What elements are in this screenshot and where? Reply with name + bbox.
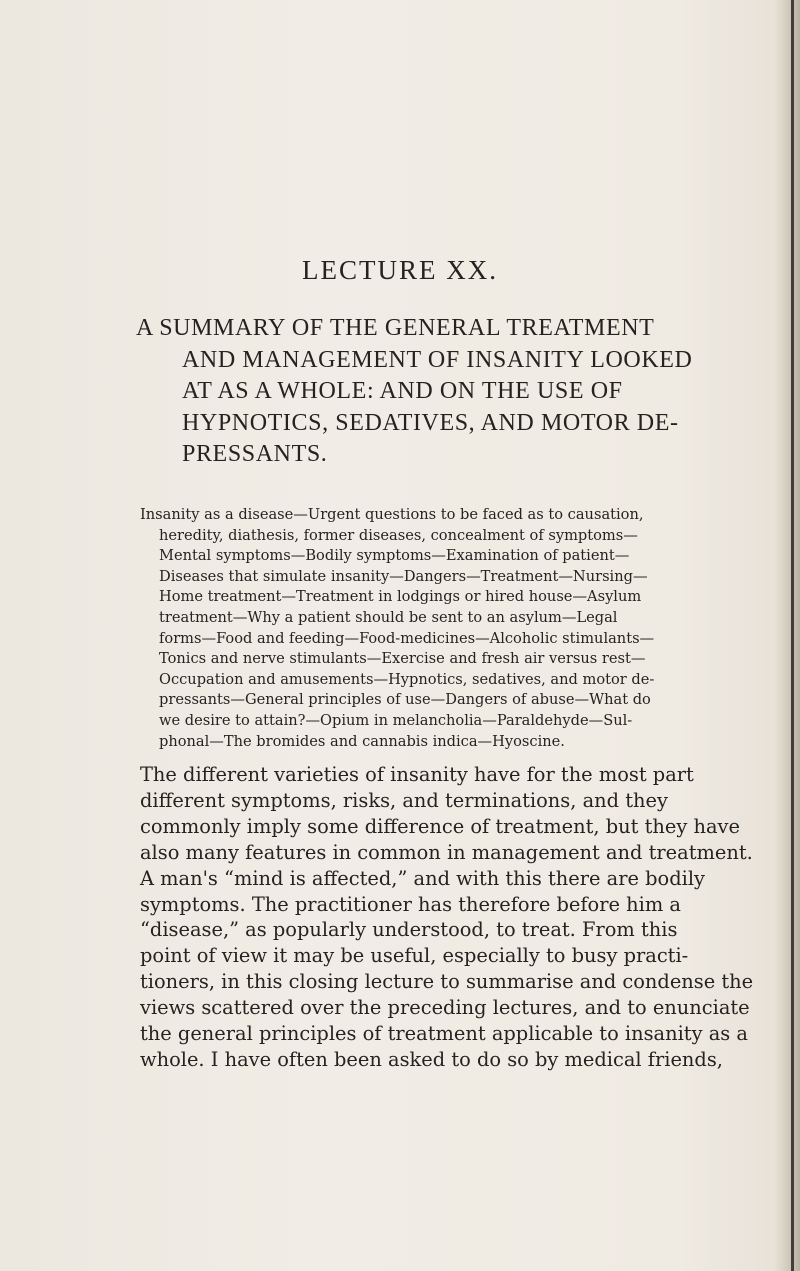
heading-line: A SUMMARY OF THE GENERAL TREATMENT bbox=[136, 315, 655, 341]
body-line: the general principles of treatment applicable to insanity as a bbox=[140, 1022, 748, 1046]
page-edge-line bbox=[791, 0, 794, 1271]
body-line: point of view it may be useful, especially to busy practi- bbox=[140, 944, 689, 968]
synopsis-line: Mental symptoms—Bodily symptoms—Examination of patient— bbox=[159, 547, 630, 565]
synopsis-line: phonal—The bromides and cannabis indica—Hyoscine. bbox=[159, 732, 565, 750]
body-line: “disease,” as popularly understood, to treat. From this bbox=[140, 918, 678, 942]
body-paragraph bbox=[140, 762, 780, 1073]
body-line: whole. I have often been asked to do so by medical friends, bbox=[140, 1047, 723, 1071]
heading-line: AND MANAGEMENT OF INSANITY LOOKED bbox=[182, 346, 693, 373]
synopsis-line: Insanity as a disease—Urgent questions to be faced as to causation, bbox=[140, 506, 644, 523]
heading-line: PRESSANTS. bbox=[182, 441, 328, 467]
body-line: The different varieties of insanity have for the most part bbox=[140, 763, 694, 786]
synopsis-line: Home treatment—Treatment in lodgings or hired house—Asylum bbox=[159, 588, 642, 606]
synopsis-line: Tonics and nerve stimulants—Exercise and fresh air versus rest— bbox=[159, 650, 646, 668]
synopsis-line: Occupation and amusements—Hypnotics, sedatives, and motor de- bbox=[159, 670, 655, 688]
body-line: views scattered over the preceding lectures, and to enunciate bbox=[140, 996, 750, 1020]
body-line: commonly imply some difference of treatment, but they have bbox=[140, 814, 740, 838]
body-line: also many features in common in management and treatment. bbox=[140, 840, 753, 864]
synopsis-line: we desire to attain?—Opium in melancholia—Paraldehyde—Sul- bbox=[159, 711, 633, 729]
heading-line: AT AS A WHOLE: AND ON THE USE OF bbox=[182, 378, 623, 404]
chapter-synopsis bbox=[140, 505, 770, 752]
synopsis-line: Diseases that simulate insanity—Dangers—Treatment—Nursing— bbox=[159, 567, 648, 585]
body-line: symptoms. The practitioner has therefore before him a bbox=[140, 892, 681, 916]
synopsis-line: heredity, diathesis, former diseases, concealment of symptoms— bbox=[159, 526, 638, 544]
heading-line: HYPNOTICS, SEDATIVES, AND MOTOR DE- bbox=[182, 409, 679, 436]
synopsis-line: pressants—General principles of use—Dangers of abuse—What do bbox=[159, 691, 651, 709]
body-line: tioners, in this closing lecture to summarise and condense the bbox=[140, 970, 754, 994]
page-edge-shadow bbox=[774, 0, 800, 1271]
body-line: different symptoms, risks, and terminations, and they bbox=[140, 788, 668, 812]
chapter-heading bbox=[138, 313, 778, 471]
synopsis-line: forms—Food and feeding—Food-medicines—Alcoholic stimulants— bbox=[159, 629, 655, 647]
lecture-title: LECTURE XX. bbox=[302, 255, 498, 285]
body-line: A man's “mind is affected,” and with this there are bodily bbox=[140, 866, 705, 890]
synopsis-line: treatment—Why a patient should be sent to an asylum—Legal bbox=[159, 608, 618, 626]
